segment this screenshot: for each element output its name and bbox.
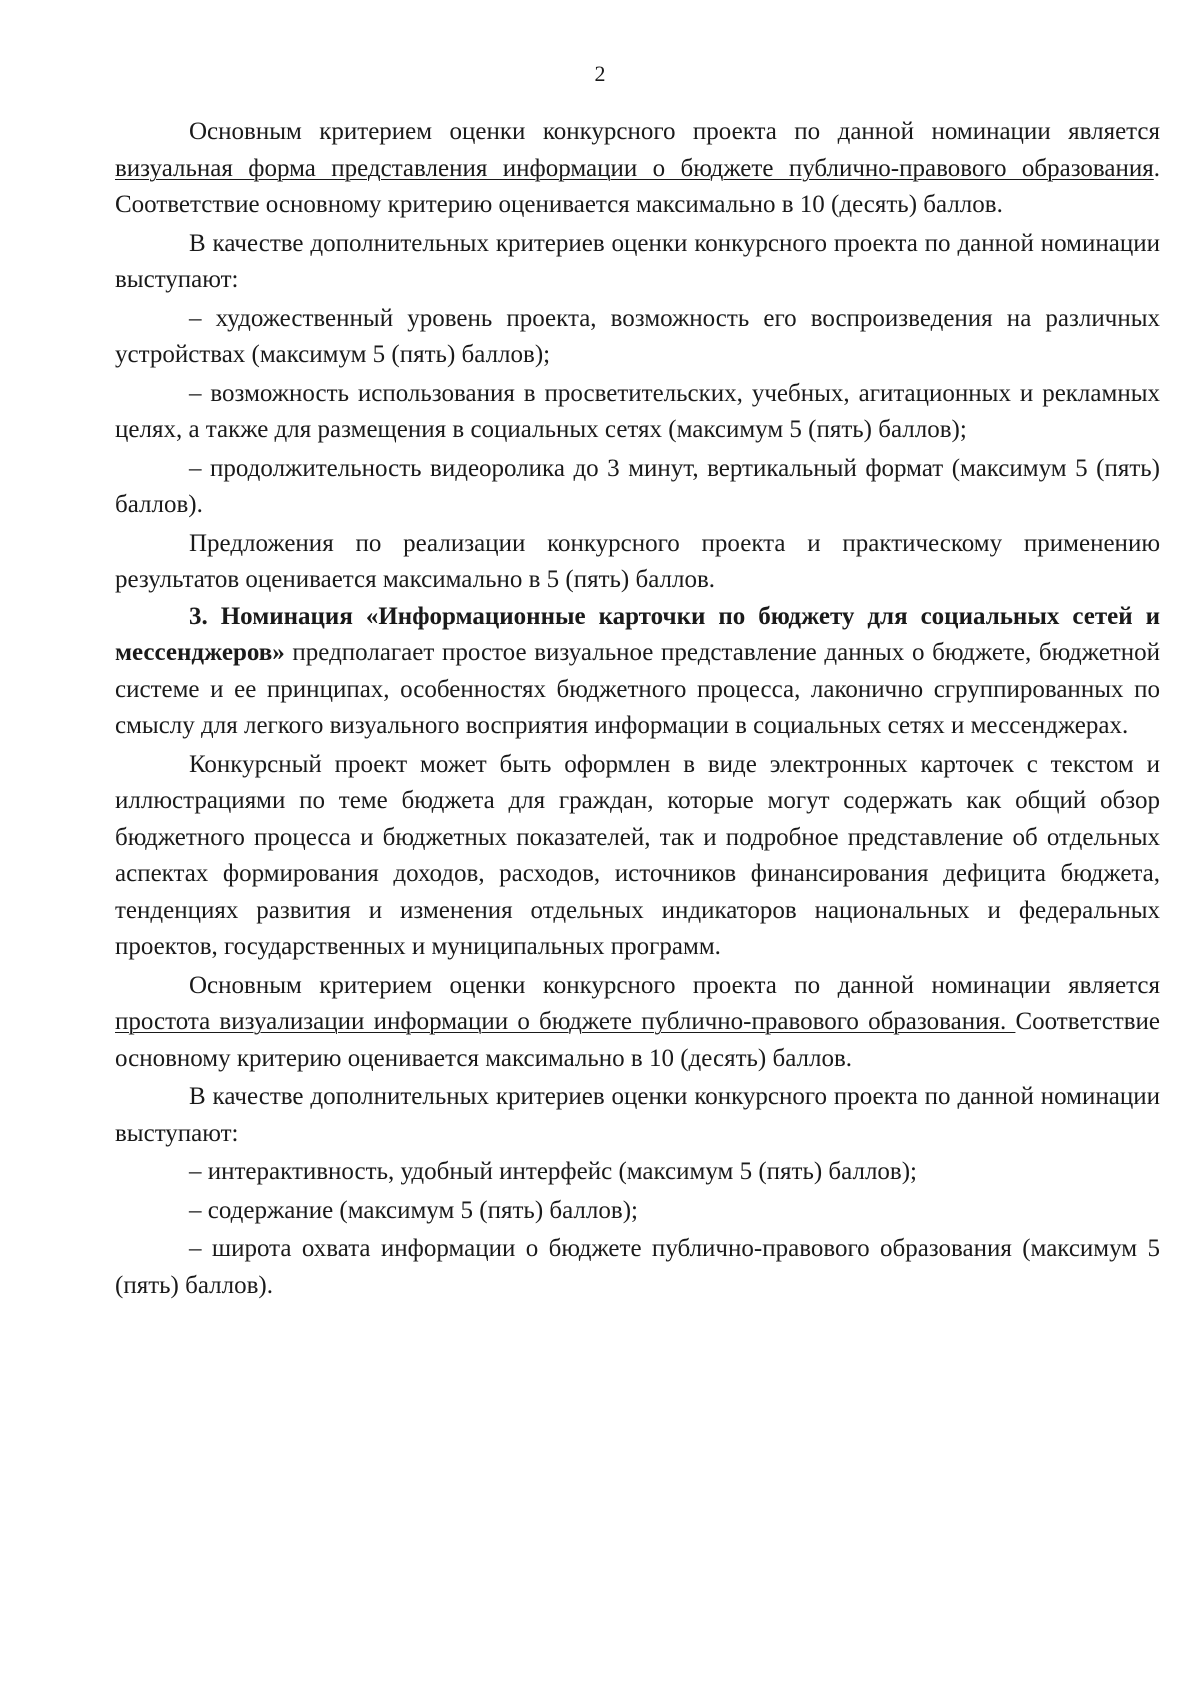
underlined-criterion: визуальная форма представления информации о бюджете публично-правового образования bbox=[115, 154, 1154, 182]
criterion-item-coverage: – широта охвата информации о бюджете публично-правового образования (максимум 5 (пять) баллов). bbox=[115, 1235, 1160, 1299]
paragraph-proposals: Предложения по реализации конкурсного проекта и практическому применению результатов оценивается максимально в 5 (пять) баллов. bbox=[115, 529, 1160, 593]
criterion-item-artistic-level: – художественный уровень проекта, возможность его воспроизведения на различных устройствах (максимум 5 (пять) баллов); bbox=[115, 304, 1160, 368]
paragraph-main-criterion-cards bbox=[115, 968, 1160, 1078]
underlined-criterion: простота визуализации информации о бюджете публично-правового образования. bbox=[115, 1008, 1016, 1035]
paragraph-additional-criteria-intro: В качестве дополнительных критериев оценки конкурсного проекта по данной номинации выступают: bbox=[115, 229, 1160, 293]
paragraph-nomination-3 bbox=[115, 599, 1160, 745]
paragraph-main-criterion-video bbox=[115, 114, 1160, 224]
paragraph-text: Соответствие основному критерию оценивается максимально в 10 (десять) баллов. bbox=[115, 1008, 1160, 1072]
document-body bbox=[115, 114, 1160, 1304]
criterion-item-usage-possibility: – возможность использования в просветительских, учебных, агитационных и рекламных целях, а также для размещения в социальных сетях (максимум 5 (пять) баллов); bbox=[115, 379, 1160, 443]
paragraph-text: Основным критерием оценки конкурсного проекта по данной номинации является bbox=[189, 118, 1160, 145]
criterion-item-interactivity: – интерактивность, удобный интерфейс (максимум 5 (пять) баллов); bbox=[189, 1158, 917, 1185]
paragraph-text: . Соответствие основному критерию оценивается максимально в 10 (десять) баллов. bbox=[115, 154, 1160, 218]
criterion-item-video-duration: – продолжительность видеоролика до 3 минут, вертикальный формат (максимум 5 (пять) баллов). bbox=[115, 454, 1160, 518]
paragraph-additional-criteria-intro-2: В качестве дополнительных критериев оценки конкурсного проекта по данной номинации выступают: bbox=[115, 1083, 1160, 1147]
criterion-item-content: – содержание (максимум 5 (пять) баллов); bbox=[189, 1196, 638, 1224]
page-number: 2 bbox=[594, 61, 606, 86]
paragraph-project-format: Конкурсный проект может быть оформлен в виде электронных карточек с текстом и иллюстрациями по теме бюджета для граждан, которые могут содержать как общий обзор бюджетного процесса и бюджетных показателей, так и подробное представление об отдельных аспектах формирования доходов, расходов, источников финансирования дефицита бюджета, тенденциях развития и изменения отдельных индикаторов национальных и федеральных проектов, государственных и муниципальных программ. bbox=[115, 750, 1160, 960]
nomination-heading: 3. Номинация «Информационные карточки по бюджету для социальных сетей и мессенджеров» bbox=[115, 602, 1160, 666]
paragraph-text: Основным критерием оценки конкурсного проекта по данной номинации является bbox=[189, 971, 1160, 999]
paragraph-text: предполагает простое визуальное представление данных о бюджете, бюджетной системе и ее принципах, особенностях бюджетного процесса, лаконично сгруппированных по смыслу для легкого визуального восприятия информации в социальных сетях и мессенджерах. bbox=[115, 639, 1160, 739]
